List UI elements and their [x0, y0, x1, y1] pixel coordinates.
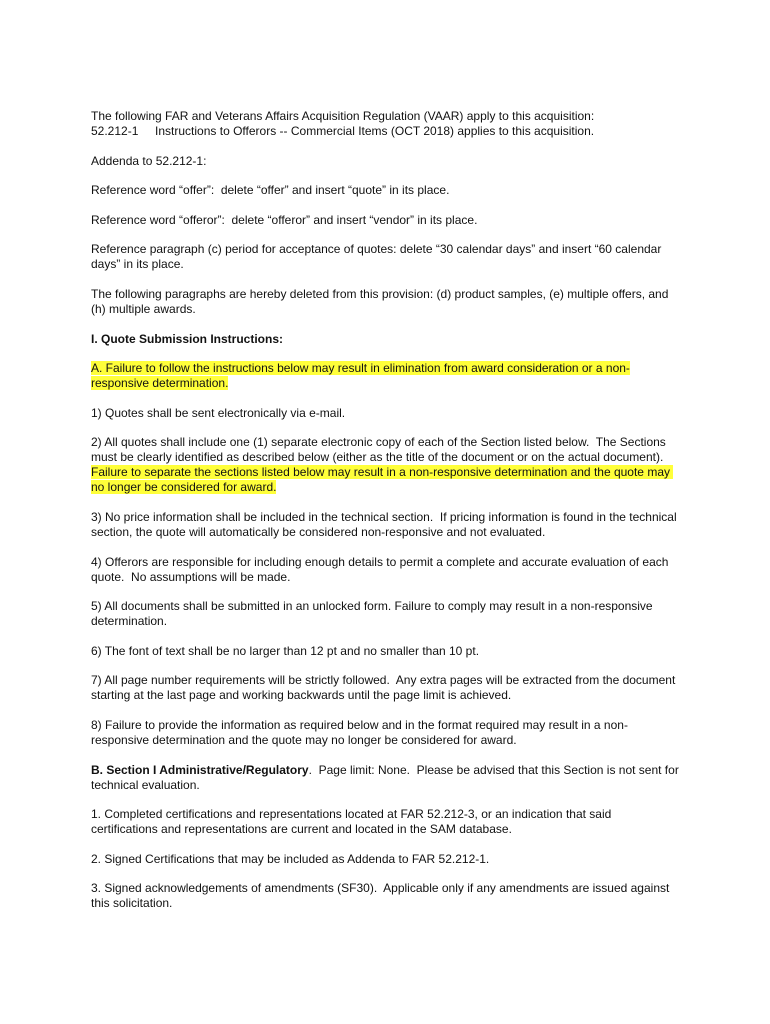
- b-item-1: 1. Completed certifications and representations located at FAR 52.212-3, or an indication that said certifications and representations are current and located in the SAM database.: [91, 807, 615, 837]
- intro-clause-line: [91, 124, 680, 139]
- item-7: 7) All page number requirements will be strictly followed. Any extra pages will be extracted from the document starting at the last page and working backwards until the page limit is achieved.: [91, 673, 679, 703]
- addenda-title: Addenda to 52.212-1:: [91, 153, 207, 168]
- section-i-heading-text: I. Quote Submission Instructions:: [91, 331, 284, 346]
- section-b-heading: B. Section I Administrative/Regulatory: [91, 762, 309, 777]
- item-2-text: 2) All quotes shall include one (1) separate electronic copy of each of the Section listed below. The Sections must be clearly identified as described below (either as the title of the document or on the actual document).: [91, 435, 670, 465]
- item-3: 3) No price information shall be included in the technical section. If pricing information is found in the technical section, the quote will automatically be considered non-responsive and not evaluated.: [91, 509, 680, 539]
- item-8: 8) Failure to provide the information as required below and in the format required may result in a non-responsive determination and the quote may no longer be considered for award.: [91, 717, 628, 747]
- section-b: [91, 762, 683, 793]
- b-item-2: 2. Signed Certifications that may be included as Addenda to FAR 52.212-1.: [91, 851, 490, 866]
- item-a-highlight: A. Failure to follow the instructions below may result in elimination from award consideration or a non-responsive determination.: [91, 361, 630, 391]
- item-a: [91, 361, 680, 391]
- clause-number: 52.212-1: [91, 124, 139, 138]
- item-1: 1) Quotes shall be sent electronically via e-mail.: [91, 405, 346, 420]
- clause-text: Instructions to Offerors -- Commercial Items (OCT 2018) applies to this acquisition.: [155, 124, 595, 138]
- item-5: 5) All documents shall be submitted in an unlocked form. Failure to comply may result in a non-responsive determination.: [91, 599, 656, 629]
- item-4: 4) Offerors are responsible for including enough details to permit a complete and accurate evaluation of each quote. No assumptions will be made.: [91, 554, 672, 584]
- deleted-paragraphs-note: The following paragraphs are hereby deleted from this provision: (d) product samples, (e) multiple offers, and (h) multiple awards.: [91, 286, 672, 316]
- b-item-3: 3. Signed acknowledgements of amendments (SF30). Applicable only if any amendments are issued against this solicitation.: [91, 881, 673, 911]
- item-6: 6) The font of text shall be no larger than 12 pt and no smaller than 10 pt.: [91, 643, 480, 658]
- reference-offeror: Reference word “offeror”: delete “offeror” and insert “vendor” in its place.: [91, 212, 478, 227]
- reference-offer: Reference word “offer”: delete “offer” and insert “quote” in its place.: [91, 183, 450, 198]
- intro-line: [91, 109, 680, 124]
- item-2: [91, 435, 680, 495]
- section-b-text: . Page limit: None. Please be advised that this Section is not sent for technical evaluation.: [91, 762, 683, 792]
- item-2-highlight: Failure to separate the sections listed below may result in a non-responsive determination and the quote may no longer be considered for award.: [91, 465, 674, 495]
- intro-text: The following FAR and Veterans Affairs Acquisition Regulation (VAAR) apply to this acquisition:: [91, 109, 595, 123]
- reference-paragraph-c: Reference paragraph (c) period for acceptance of quotes: delete “30 calendar days” and insert “60 calendar days” in its place.: [91, 242, 665, 272]
- section-i-heading: [91, 332, 680, 347]
